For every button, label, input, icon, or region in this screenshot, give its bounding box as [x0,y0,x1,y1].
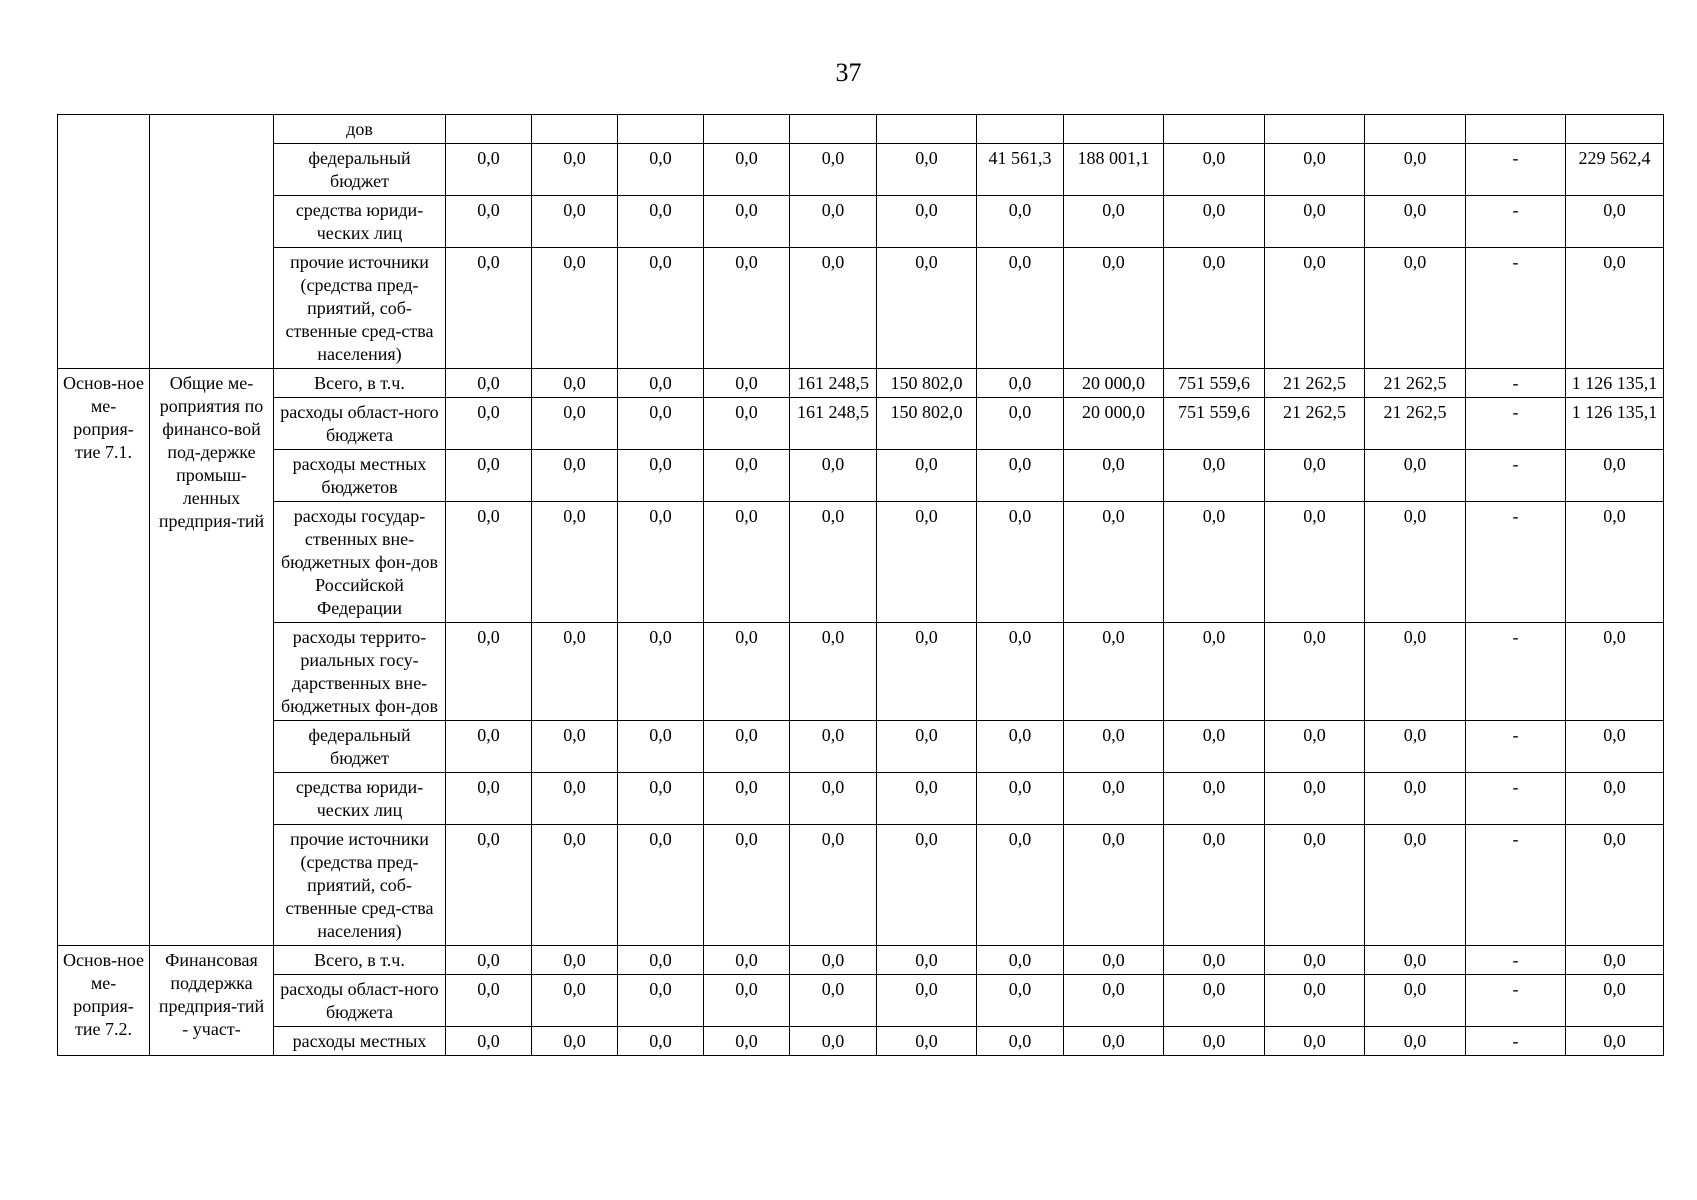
value-cell: - [1466,1027,1566,1056]
value-cell: 0,0 [532,196,618,248]
value-cell: 0,0 [1365,946,1466,975]
value-cell [877,115,977,144]
table-row [58,1027,1664,1056]
value-cell: 0,0 [1566,975,1664,1027]
value-cell: 0,0 [1064,825,1164,946]
value-cell: 0,0 [704,248,790,369]
value-cell: 188 001,1 [1064,144,1164,196]
table-row [58,196,1664,248]
value-cell: 0,0 [1265,248,1365,369]
event-name-cell: Финансовая поддержка предприя-тий - участ- [150,946,274,1056]
value-cell: - [1466,623,1566,721]
value-cell: 0,0 [877,721,977,773]
value-cell: - [1466,502,1566,623]
value-cell: 0,0 [790,450,877,502]
value-cell: - [1466,369,1566,398]
value-cell: 0,0 [790,975,877,1027]
value-cell: 0,0 [877,144,977,196]
value-cell: 0,0 [618,502,704,623]
value-cell: 0,0 [977,623,1064,721]
value-cell: 0,0 [790,773,877,825]
source-cell: расходы государ-ственных вне-бюджетных фон-дов Российской Федерации [274,502,446,623]
source-cell: расходы местных бюджетов [274,450,446,502]
value-cell: 0,0 [1265,502,1365,623]
value-cell: 0,0 [790,196,877,248]
value-cell: 0,0 [446,502,532,623]
value-cell: 0,0 [618,721,704,773]
value-cell: 0,0 [1265,144,1365,196]
value-cell: 150 802,0 [877,369,977,398]
value-cell: 0,0 [1365,975,1466,1027]
value-cell: 0,0 [704,369,790,398]
source-cell: Всего, в т.ч. [274,946,446,975]
value-cell: 0,0 [1566,773,1664,825]
value-cell: 0,0 [1265,196,1365,248]
table-row [58,398,1664,450]
value-cell: 0,0 [977,825,1064,946]
value-cell: 0,0 [1164,975,1265,1027]
value-cell: 21 262,5 [1365,369,1466,398]
value-cell: 0,0 [704,721,790,773]
table-row [58,623,1664,721]
value-cell: 0,0 [1064,773,1164,825]
value-cell: 0,0 [877,946,977,975]
value-cell: - [1466,450,1566,502]
value-cell: 0,0 [1365,450,1466,502]
table-row [58,825,1664,946]
value-cell: 0,0 [618,825,704,946]
value-cell: 0,0 [446,1027,532,1056]
value-cell: 0,0 [1365,1027,1466,1056]
value-cell: 0,0 [704,502,790,623]
value-cell: 0,0 [1164,144,1265,196]
value-cell: - [1466,398,1566,450]
table-row [58,369,1664,398]
value-cell: 0,0 [618,196,704,248]
value-cell [446,115,532,144]
source-cell: прочие источники (средства пред-приятий, соб-ственные сред-ства населения) [274,248,446,369]
value-cell: 0,0 [977,398,1064,450]
value-cell: 0,0 [532,248,618,369]
value-cell: 0,0 [704,196,790,248]
event-code-cell: Основ-ное ме-роприя-тие 7.2. [58,946,150,1056]
value-cell: 20 000,0 [1064,398,1164,450]
value-cell: 0,0 [1064,721,1164,773]
value-cell: 0,0 [790,248,877,369]
value-cell [790,115,877,144]
value-cell: 0,0 [532,369,618,398]
value-cell: 0,0 [532,946,618,975]
value-cell: 0,0 [704,946,790,975]
event-name-cell: Общие ме-роприятия по финансо-вой под-держке промыш-ленных предприя-тий [150,369,274,946]
table-row [58,115,1664,144]
value-cell: 0,0 [877,623,977,721]
value-cell: 0,0 [1164,450,1265,502]
value-cell [1466,115,1566,144]
value-cell: 0,0 [1365,502,1466,623]
value-cell: 1 126 135,1 [1566,398,1664,450]
value-cell: 0,0 [1265,975,1365,1027]
table-row [58,721,1664,773]
value-cell: 21 262,5 [1365,398,1466,450]
value-cell: 0,0 [446,721,532,773]
value-cell: 0,0 [1064,196,1164,248]
page-number: 37 [835,58,862,87]
value-cell: 0,0 [977,773,1064,825]
value-cell [1365,115,1466,144]
value-cell: 161 248,5 [790,398,877,450]
table-row [58,450,1664,502]
event-code-cell: Основ-ное ме-роприя-тие 7.1. [58,369,150,946]
value-cell: 0,0 [446,398,532,450]
value-cell: 0,0 [446,825,532,946]
value-cell: 0,0 [1265,1027,1365,1056]
value-cell: 0,0 [704,1027,790,1056]
value-cell: 0,0 [618,946,704,975]
value-cell: - [1466,773,1566,825]
value-cell: 0,0 [1064,450,1164,502]
value-cell: - [1466,196,1566,248]
value-cell: 0,0 [1566,825,1664,946]
budget-table [57,114,1664,1056]
value-cell: - [1466,721,1566,773]
value-cell: 21 262,5 [1265,398,1365,450]
event-name-cell [150,115,274,369]
value-cell: 0,0 [1365,196,1466,248]
value-cell: 0,0 [1265,946,1365,975]
value-cell: 0,0 [532,144,618,196]
value-cell: - [1466,946,1566,975]
value-cell: 0,0 [704,450,790,502]
value-cell: 161 248,5 [790,369,877,398]
value-cell: 0,0 [1365,773,1466,825]
value-cell: - [1466,825,1566,946]
value-cell: - [1466,144,1566,196]
value-cell: 0,0 [977,975,1064,1027]
value-cell: 0,0 [1164,1027,1265,1056]
value-cell: 0,0 [532,623,618,721]
value-cell: 0,0 [532,450,618,502]
value-cell: 0,0 [532,721,618,773]
table-row [58,773,1664,825]
value-cell [1265,115,1365,144]
value-cell: 0,0 [446,623,532,721]
source-cell: средства юриди-ческих лиц [274,196,446,248]
value-cell: 0,0 [877,773,977,825]
value-cell: 0,0 [446,946,532,975]
value-cell: 0,0 [618,248,704,369]
value-cell: 0,0 [1566,623,1664,721]
value-cell [618,115,704,144]
value-cell: 0,0 [1164,196,1265,248]
value-cell: 0,0 [790,946,877,975]
value-cell: 0,0 [618,369,704,398]
source-cell: федеральный бюджет [274,144,446,196]
value-cell: 0,0 [877,248,977,369]
value-cell: 0,0 [790,502,877,623]
value-cell: 0,0 [618,1027,704,1056]
value-cell: 0,0 [877,450,977,502]
source-cell: Всего, в т.ч. [274,369,446,398]
value-cell: 0,0 [977,196,1064,248]
table-row [58,502,1664,623]
value-cell: 20 000,0 [1064,369,1164,398]
value-cell: 0,0 [1064,975,1164,1027]
value-cell: 0,0 [1365,825,1466,946]
value-cell: 0,0 [1365,721,1466,773]
value-cell: 1 126 135,1 [1566,369,1664,398]
value-cell [532,115,618,144]
value-cell: 0,0 [1265,721,1365,773]
value-cell: 0,0 [1265,450,1365,502]
value-cell: 150 802,0 [877,398,977,450]
value-cell: 0,0 [877,1027,977,1056]
value-cell: 0,0 [618,144,704,196]
source-cell: расходы област-ного бюджета [274,975,446,1027]
value-cell: 0,0 [1566,248,1664,369]
value-cell: 0,0 [618,773,704,825]
value-cell: 0,0 [704,623,790,721]
value-cell: 0,0 [446,773,532,825]
value-cell: 0,0 [446,369,532,398]
value-cell: 0,0 [704,825,790,946]
source-cell: расходы террито-риальных госу-дарственных вне-бюджетных фон-дов [274,623,446,721]
value-cell [977,115,1064,144]
value-cell: 0,0 [1164,623,1265,721]
value-cell: 0,0 [790,721,877,773]
value-cell: 0,0 [977,450,1064,502]
value-cell: 0,0 [618,450,704,502]
value-cell: 0,0 [618,623,704,721]
table-row [58,144,1664,196]
value-cell: 0,0 [1265,623,1365,721]
value-cell [1064,115,1164,144]
table-row [58,248,1664,369]
value-cell: 0,0 [977,369,1064,398]
source-cell: дов [274,115,446,144]
value-cell: 0,0 [618,975,704,1027]
source-cell: прочие источники (средства пред-приятий, соб-ственные сред-ства населения) [274,825,446,946]
value-cell: 0,0 [1566,502,1664,623]
source-cell: средства юриди-ческих лиц [274,773,446,825]
source-cell: федеральный бюджет [274,721,446,773]
value-cell: 0,0 [977,248,1064,369]
source-cell: расходы местных [274,1027,446,1056]
value-cell: 0,0 [1566,721,1664,773]
value-cell: 0,0 [1365,144,1466,196]
value-cell: 0,0 [790,1027,877,1056]
value-cell: 0,0 [446,975,532,1027]
value-cell: 0,0 [877,502,977,623]
value-cell [704,115,790,144]
value-cell: 0,0 [1164,773,1265,825]
value-cell: 0,0 [1064,248,1164,369]
value-cell: 21 262,5 [1265,369,1365,398]
value-cell: 0,0 [618,398,704,450]
value-cell: 0,0 [790,144,877,196]
event-code-cell [58,115,150,369]
value-cell: 0,0 [1064,946,1164,975]
value-cell: 0,0 [877,975,977,1027]
value-cell: 0,0 [446,144,532,196]
value-cell: 0,0 [1566,196,1664,248]
value-cell: 0,0 [1566,450,1664,502]
value-cell: 0,0 [790,825,877,946]
value-cell: 0,0 [877,196,977,248]
value-cell: 0,0 [1064,1027,1164,1056]
value-cell: 0,0 [704,773,790,825]
value-cell: 0,0 [977,1027,1064,1056]
value-cell: 0,0 [532,1027,618,1056]
value-cell [1566,115,1664,144]
value-cell: 0,0 [1365,248,1466,369]
value-cell: 0,0 [532,975,618,1027]
value-cell: 0,0 [1566,946,1664,975]
table-row [58,975,1664,1027]
value-cell: 0,0 [977,502,1064,623]
value-cell: 0,0 [1365,623,1466,721]
value-cell: 0,0 [532,825,618,946]
table-row [58,946,1664,975]
value-cell: 0,0 [977,946,1064,975]
value-cell: 0,0 [1164,825,1265,946]
value-cell: 751 559,6 [1164,398,1265,450]
value-cell [1164,115,1265,144]
value-cell: 0,0 [532,773,618,825]
value-cell: 0,0 [704,975,790,1027]
value-cell: 0,0 [532,398,618,450]
value-cell: 0,0 [1064,623,1164,721]
value-cell: 0,0 [1164,502,1265,623]
value-cell: 0,0 [1265,773,1365,825]
value-cell: 229 562,4 [1566,144,1664,196]
value-cell: 0,0 [1164,248,1265,369]
value-cell: 0,0 [1064,502,1164,623]
value-cell: 41 561,3 [977,144,1064,196]
value-cell: 0,0 [1566,1027,1664,1056]
source-cell: расходы област-ного бюджета [274,398,446,450]
value-cell: 0,0 [1164,721,1265,773]
value-cell: 0,0 [704,398,790,450]
value-cell: 0,0 [877,825,977,946]
budget-table-body [58,115,1664,1056]
value-cell: 0,0 [1164,946,1265,975]
value-cell: 0,0 [532,502,618,623]
value-cell: 0,0 [1265,825,1365,946]
value-cell: - [1466,975,1566,1027]
value-cell: 0,0 [446,450,532,502]
value-cell: 0,0 [446,196,532,248]
value-cell: 751 559,6 [1164,369,1265,398]
value-cell: 0,0 [704,144,790,196]
value-cell: - [1466,248,1566,369]
value-cell: 0,0 [790,623,877,721]
value-cell: 0,0 [977,721,1064,773]
value-cell: 0,0 [446,248,532,369]
